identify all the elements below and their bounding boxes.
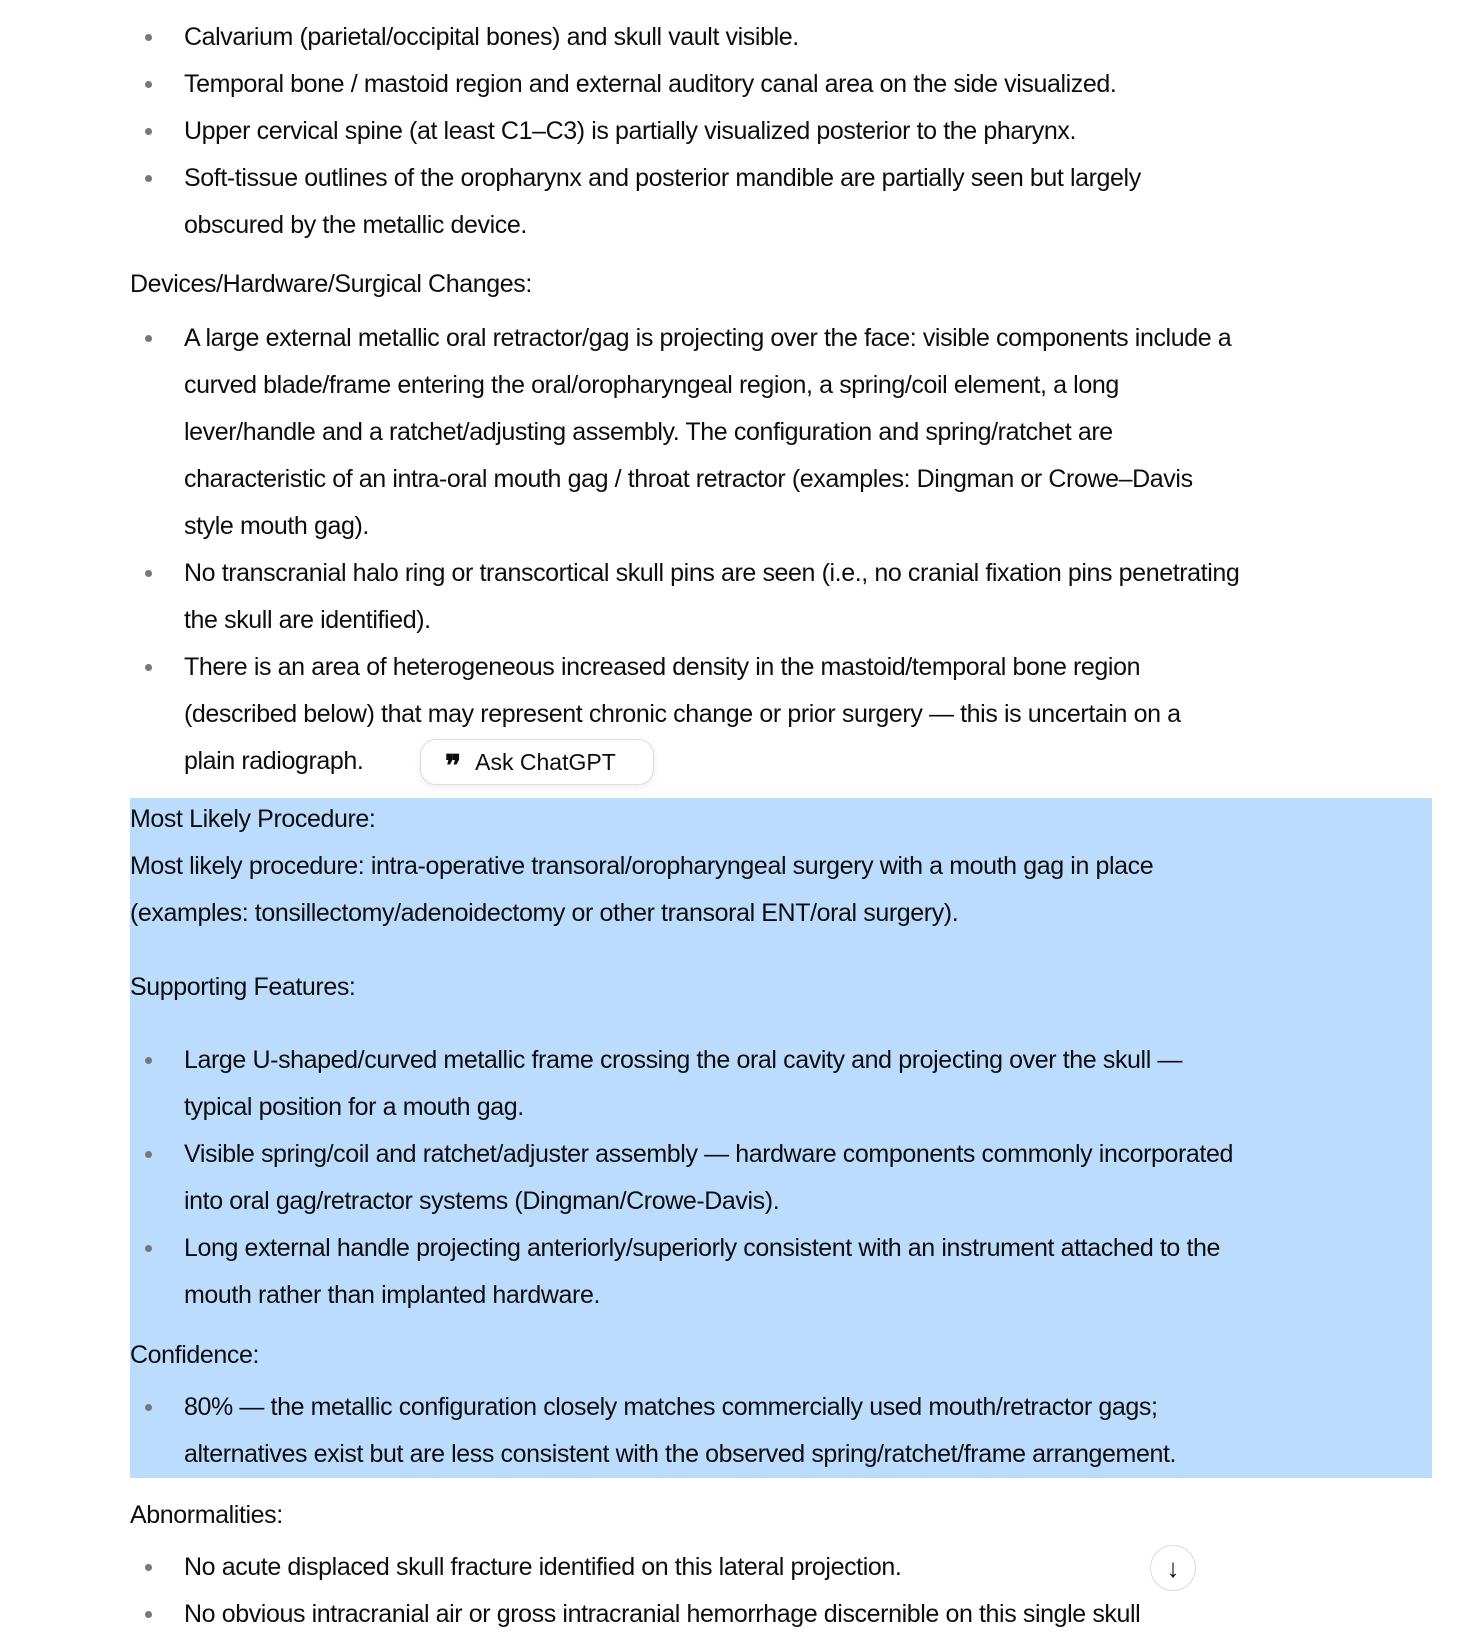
devices-heading: Devices/Hardware/Surgical Changes: xyxy=(130,270,532,298)
list-item xyxy=(130,155,1440,249)
supporting-heading: Supporting Features: xyxy=(130,973,356,1001)
supporting-list xyxy=(130,1037,1440,1319)
abnormalities-heading: Abnormalities: xyxy=(130,1501,283,1529)
list-item xyxy=(130,1225,1440,1319)
procedure-text xyxy=(130,843,1440,937)
scroll-to-bottom-button[interactable] xyxy=(1150,1545,1196,1591)
text-line: Large U-shaped/curved metallic frame crossing the oral cavity and projecting over the skull — xyxy=(184,1046,1183,1074)
text-line: Calvarium (parietal/occipital bones) and skull vault visible. xyxy=(184,23,799,51)
text-line: style mouth gag). xyxy=(184,512,369,540)
text-line: (described below) that may represent chronic change or prior surgery — this is uncertain on a xyxy=(184,700,1181,728)
text-line: the skull are identified). xyxy=(184,606,431,634)
text-line: There is an area of heterogeneous increased density in the mastoid/temporal bone region xyxy=(184,653,1141,681)
assistant-message xyxy=(130,14,1440,1638)
list-item xyxy=(130,1384,1440,1478)
text-line: No obvious intracranial air or gross intracranial hemorrhage discernible on this single skull xyxy=(184,1600,1141,1628)
devices-list xyxy=(130,315,1440,785)
text-line: Most likely procedure: intra-operative transoral/oropharyngeal surgery with a mouth gag in place xyxy=(130,852,1154,880)
abnormalities-list xyxy=(130,1544,1440,1638)
ask-chatgpt-label: Ask ChatGPT xyxy=(475,748,616,775)
text-line: No acute displaced skull fracture identified on this lateral projection. xyxy=(184,1553,902,1581)
anatomy-list xyxy=(130,14,1440,249)
text-line: alternatives exist but are less consistent with the observed spring/ratchet/frame arrangement. xyxy=(184,1440,1177,1468)
text-line: curved blade/frame entering the oral/oropharyngeal region, a spring/coil element, a long xyxy=(184,371,1119,399)
confidence-list xyxy=(130,1384,1440,1478)
list-item xyxy=(130,1131,1440,1225)
text-line: into oral gag/retractor systems (Dingman/Crowe-Davis). xyxy=(184,1187,780,1215)
quote-icon: ❞ xyxy=(445,749,462,784)
text-line: lever/handle and a ratchet/adjusting assembly. The configuration and spring/ratchet are xyxy=(184,418,1113,446)
list-item xyxy=(130,550,1440,644)
text-line: Upper cervical spine (at least C1–C3) is partially visualized posterior to the pharynx. xyxy=(184,117,1077,145)
text-line: characteristic of an intra-oral mouth gag / throat retractor (examples: Dingman or Crowe–Davis xyxy=(184,465,1193,493)
list-item xyxy=(130,108,1440,155)
arrow-down-icon: ↓ xyxy=(1166,1552,1180,1583)
text-line: Temporal bone / mastoid region and external auditory canal area on the side visualized. xyxy=(184,70,1117,98)
procedure-heading: Most Likely Procedure: xyxy=(130,805,376,833)
text-line: Soft-tissue outlines of the oropharynx and posterior mandible are partially seen but largely xyxy=(184,164,1141,192)
text-line: No transcranial halo ring or transcortical skull pins are seen (i.e., no cranial fixation pins penetrating xyxy=(184,559,1240,587)
list-item xyxy=(130,1037,1440,1131)
list-item xyxy=(130,1544,1440,1591)
text-line: plain radiograph. xyxy=(184,747,364,775)
list-item xyxy=(130,14,1440,61)
confidence-heading: Confidence: xyxy=(130,1341,260,1369)
text-line: Visible spring/coil and ratchet/adjuster assembly — hardware components commonly incorporated xyxy=(184,1140,1233,1168)
text-line: Long external handle projecting anteriorly/superiorly consistent with an instrument attached to the xyxy=(184,1234,1221,1262)
text-line: 80% — the metallic configuration closely matches commercially used mouth/retractor gags; xyxy=(184,1393,1158,1421)
text-line: A large external metallic oral retractor/gag is projecting over the face: visible components include a xyxy=(184,324,1232,352)
list-item xyxy=(130,315,1440,550)
ask-chatgpt-button[interactable] xyxy=(420,739,654,785)
text-line: (examples: tonsillectomy/adenoidectomy or other transoral ENT/oral surgery). xyxy=(130,899,959,927)
list-item xyxy=(130,644,1440,785)
text-line: typical position for a mouth gag. xyxy=(184,1093,524,1121)
text-line: obscured by the metallic device. xyxy=(184,211,527,239)
list-item xyxy=(130,1591,1440,1638)
text-line: mouth rather than implanted hardware. xyxy=(184,1281,600,1309)
list-item xyxy=(130,61,1440,108)
